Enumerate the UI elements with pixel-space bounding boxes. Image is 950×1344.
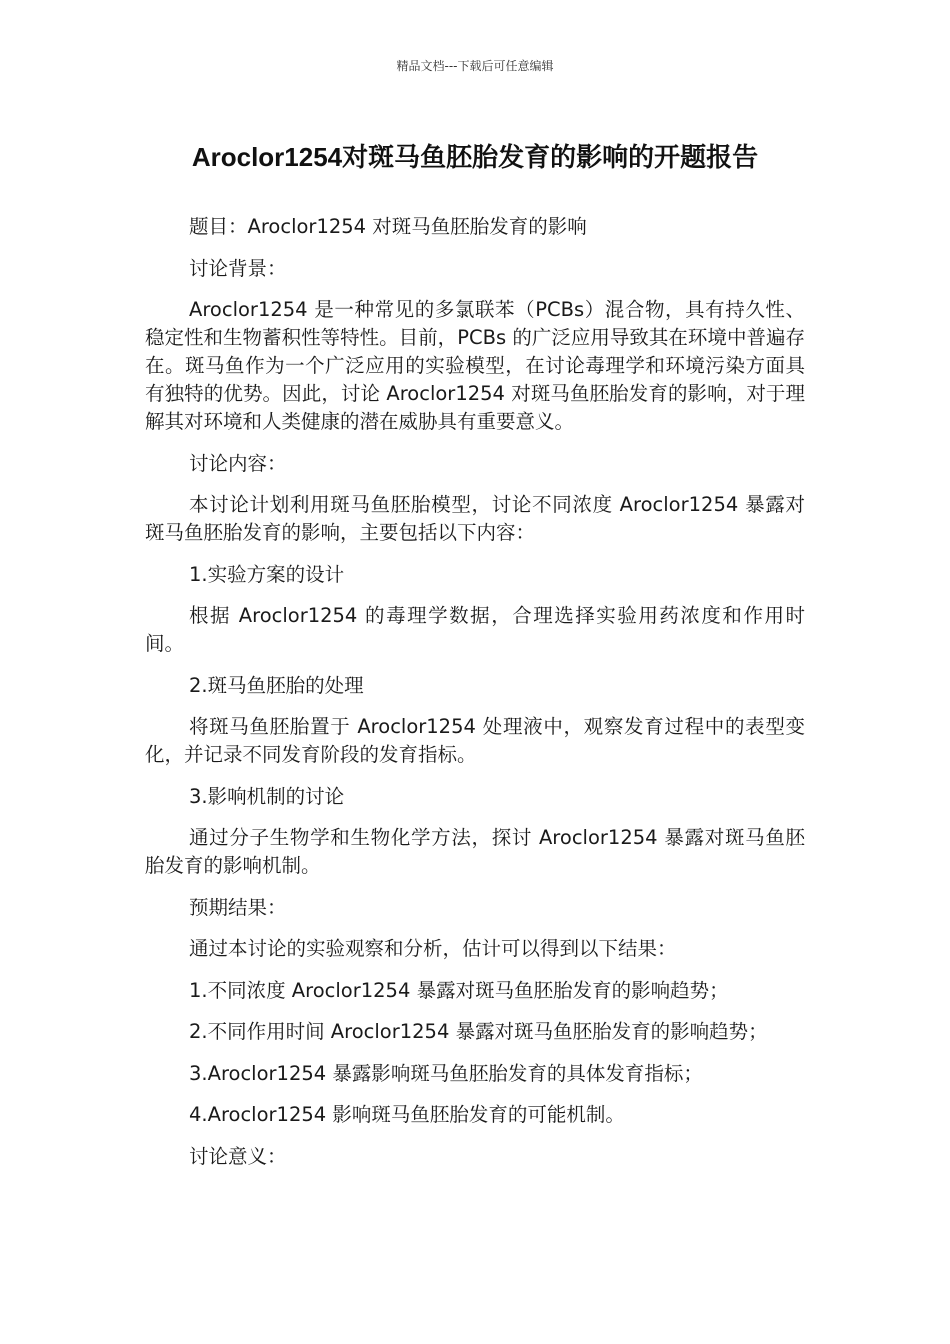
document-body	[145, 213, 805, 1184]
subject-line: 题目：Aroclor1254 对斑马鱼胚胎发育的影响	[189, 215, 587, 238]
result-item-4: 4.Aroclor1254 影响斑马鱼胚胎发育的可能机制。	[189, 1103, 625, 1126]
page-header-note: 精品文档---下载后可任意编辑	[396, 59, 554, 73]
item-heading-treatment: 2.斑马鱼胚胎的处理	[189, 673, 364, 697]
content-intro-paragraph: 本讨论计划利用斑马鱼胚胎模型，讨论不同浓度 Aroclor1254 暴露对斑马鱼胚胎发育的影响，主要包括以下内容：	[145, 493, 805, 544]
section-heading-expected-results: 预期结果：	[189, 895, 287, 919]
background-paragraph: Aroclor1254 是一种常见的多氯联苯（PCBs）混合物，具有持久性、稳定性和生物蓄积性等特性。目前，PCBs 的广泛应用导致其在环境中普遍存在。斑马鱼作为一个广泛应用的实验模型，在讨论毒理学和环境污染方面具有独特的优势。因此，讨论 Aroclor1254 对斑马鱼胚胎发育的影响，对于理解其对环境和人类健康的潜在威胁具有重要意义。	[145, 298, 805, 433]
mechanism-paragraph: 通过分子生物学和生物化学方法，探讨 Aroclor1254 暴露对斑马鱼胚胎发育的影响机制。	[145, 826, 805, 877]
item-heading-design: 1.实验方案的设计	[189, 562, 345, 586]
section-heading-significance: 讨论意义：	[189, 1144, 287, 1168]
result-item-2: 2.不同作用时间 Aroclor1254 暴露对斑马鱼胚胎发育的影响趋势；	[189, 1020, 768, 1043]
result-item-3: 3.Aroclor1254 暴露影响斑马鱼胚胎发育的具体发育指标；	[189, 1061, 703, 1085]
treatment-paragraph: 将斑马鱼胚胎置于 Aroclor1254 处理液中，观察发育过程中的表型变化，并记录不同发育阶段的发育指标。	[145, 715, 805, 766]
section-heading-background: 讨论背景：	[189, 256, 287, 280]
item-heading-mechanism: 3.影响机制的讨论	[189, 784, 345, 808]
design-paragraph: 根据 Aroclor1254 的毒理学数据，合理选择实验用药浓度和作用时间。	[145, 604, 805, 655]
document-title: Aroclor1254对斑马鱼胚胎发育的影响的开题报告	[191, 142, 759, 172]
result-item-1: 1.不同浓度 Aroclor1254 暴露对斑马鱼胚胎发育的影响趋势；	[189, 978, 729, 1002]
results-intro-paragraph: 通过本讨论的实验观察和分析，估计可以得到以下结果：	[189, 937, 677, 960]
section-heading-content: 讨论内容：	[189, 451, 287, 475]
